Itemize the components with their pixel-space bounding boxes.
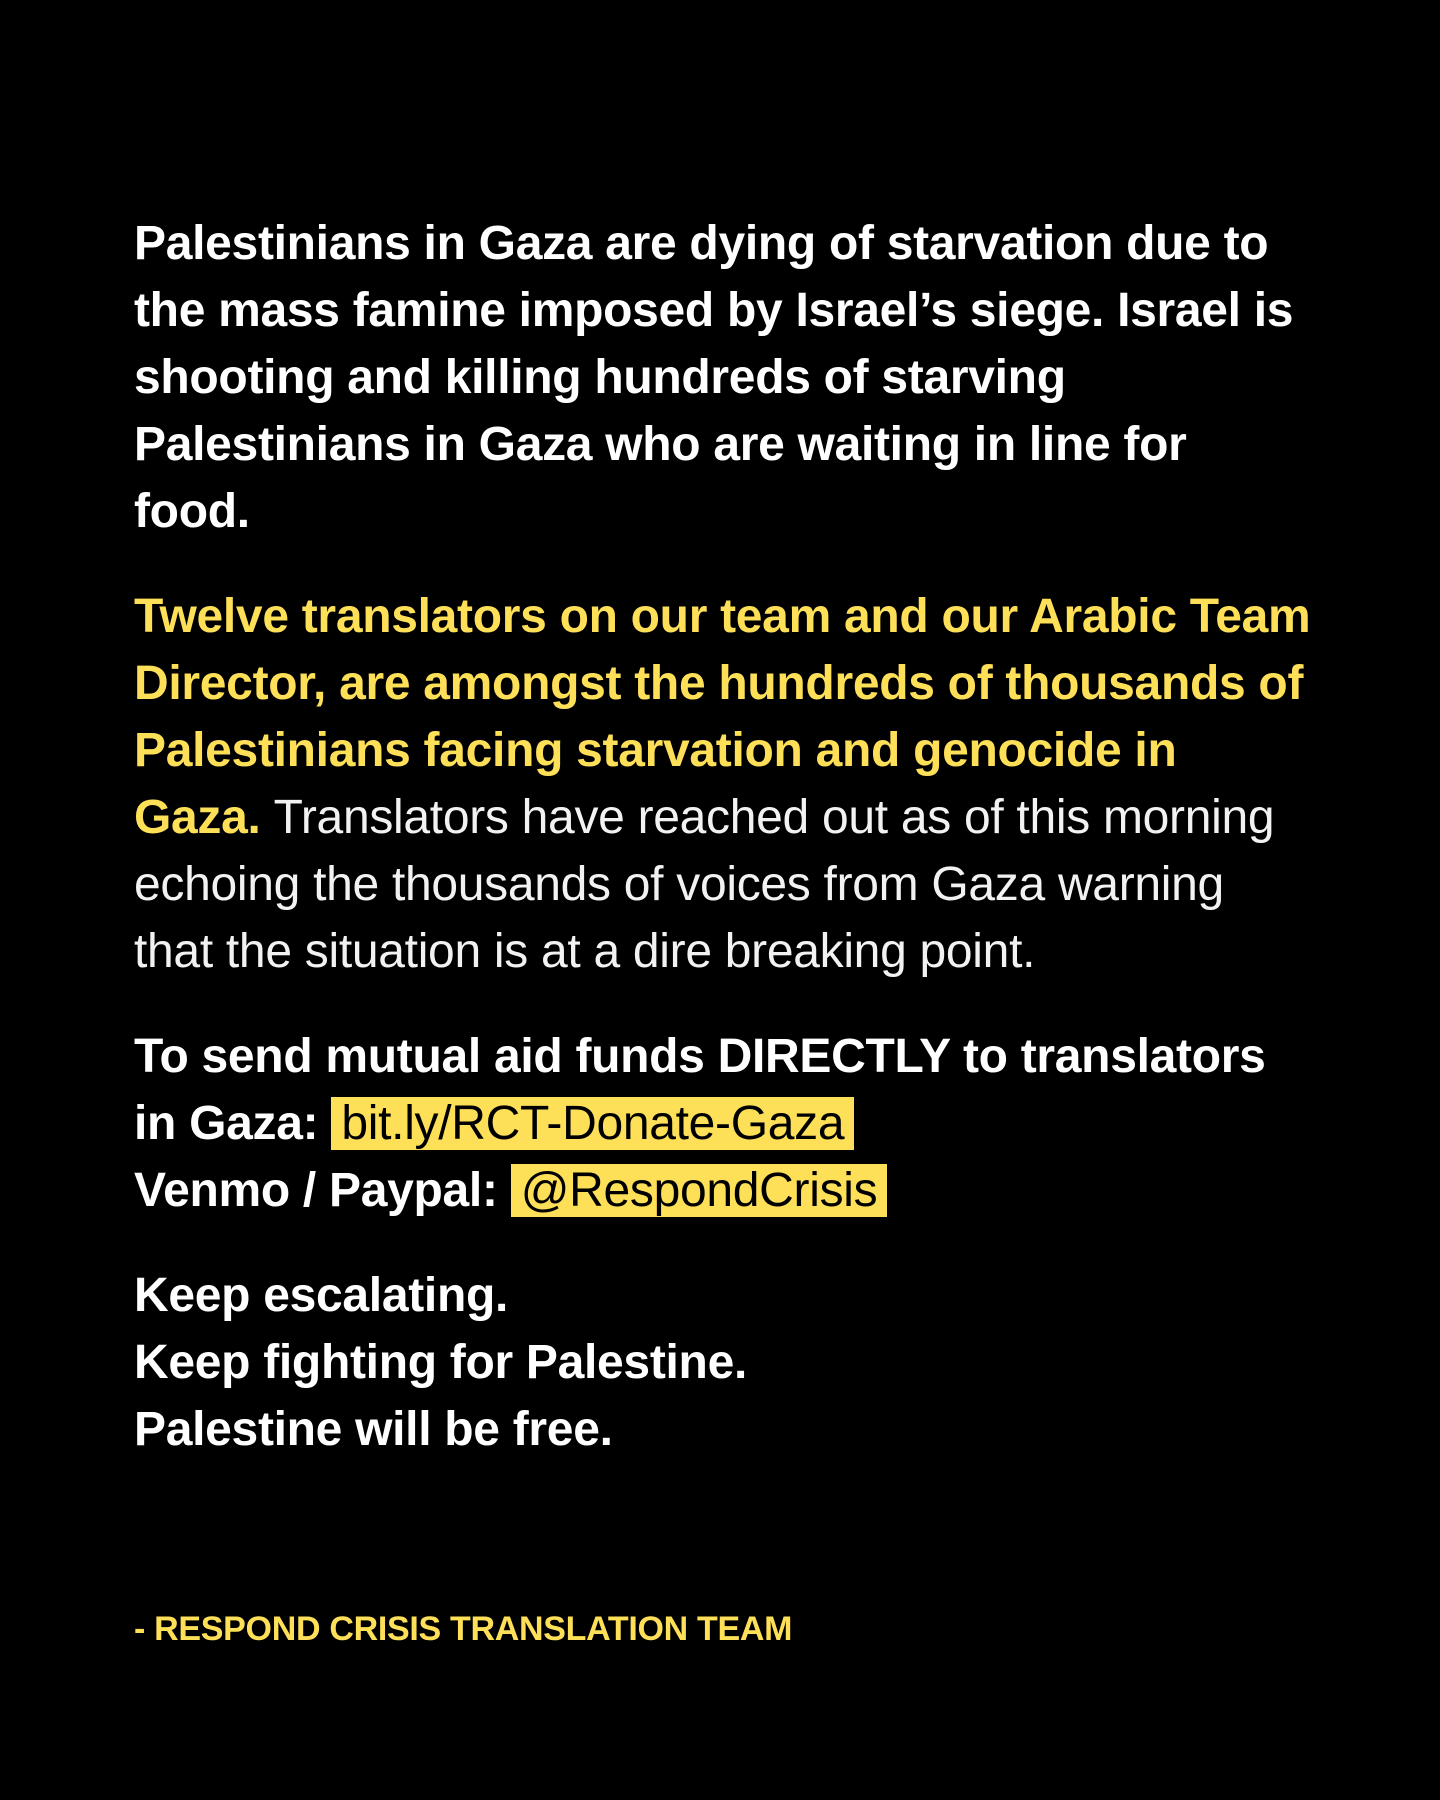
- poster-content: [134, 210, 1314, 1463]
- donate-link[interactable]: bit.ly/RCT-Donate-Gaza: [331, 1097, 854, 1150]
- translators-body: Translators have reached out as of this morning echoing the thousands of voices from Gaza warning that the situation is at a dire breaking point.: [134, 791, 1275, 978]
- closing-line-3: Palestine will be free.: [134, 1403, 613, 1456]
- signature: - RESPOND CRISIS TRANSLATION TEAM: [134, 1610, 793, 1648]
- paragraph-starvation: Palestinians in Gaza are dying of starvation due to the mass famine imposed by Israel’s siege. Israel is shooting and killing hundreds of starving Palestinians in Gaza who are waiting in line for food.: [134, 217, 1294, 538]
- venmo-handle[interactable]: @RespondCrisis: [511, 1164, 888, 1217]
- closing-line-2: Keep fighting for Palestine.: [134, 1336, 747, 1389]
- paragraph-closing: [134, 1262, 1314, 1463]
- donate-intro: To send mutual aid funds DIRECTLY to translators in Gaza:: [134, 1030, 1266, 1150]
- translators-emphasis: Twelve translators on our team and our Arabic Team Director, are amongst the hundreds of thousands of Palestinians facing starvation and genocide in Gaza.: [134, 590, 1311, 844]
- paragraph-translators: [134, 583, 1314, 985]
- closing-line-1: Keep escalating.: [134, 1269, 509, 1322]
- paragraph-donate: [134, 1023, 1314, 1224]
- venmo-label: Venmo / Paypal:: [134, 1164, 498, 1217]
